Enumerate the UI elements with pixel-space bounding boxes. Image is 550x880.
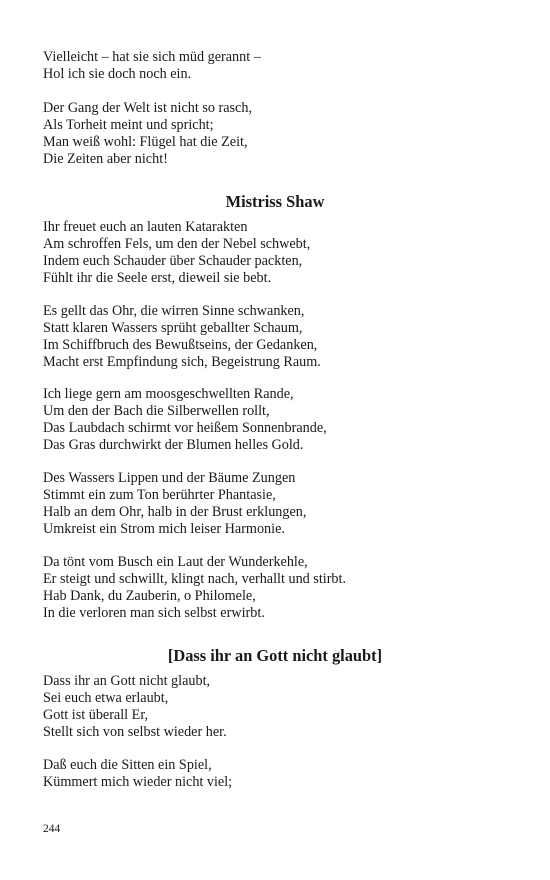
verse-line: Vielleicht – hat sie sich müd gerannt –	[43, 49, 261, 65]
verse-line: Des Wassers Lippen und der Bäume Zungen	[43, 470, 296, 486]
stanza	[43, 386, 327, 454]
verse-line: Er steigt und schwillt, klingt nach, verhallt und stirbt.	[43, 571, 347, 587]
stanza	[43, 757, 232, 791]
stanza	[43, 100, 252, 168]
verse-line: Ihr freuet euch an lauten Katarakten	[43, 219, 248, 235]
verse-line: Man weiß wohl: Flügel hat die Zeit,	[43, 134, 248, 150]
verse-line: Dass ihr an Gott nicht glaubt,	[43, 673, 211, 689]
verse-line: Der Gang der Welt ist nicht so rasch,	[43, 100, 252, 116]
verse-line: Sei euch etwa erlaubt,	[43, 690, 169, 706]
verse-line: Fühlt ihr die Seele erst, dieweil sie bebt.	[43, 270, 272, 286]
stanza	[43, 554, 346, 622]
stanza	[43, 673, 227, 741]
verse-line: Statt klaren Wassers sprüht geballter Schaum,	[43, 320, 303, 336]
verse-line: Um den der Bach die Silberwellen rollt,	[43, 403, 270, 419]
verse-line: Stimmt ein zum Ton berührter Phantasie,	[43, 487, 276, 503]
verse-line: Ich liege gern am moosgeschwellten Rande,	[43, 386, 294, 402]
poem-title: [Dass ihr an Gott nicht glaubt]	[167, 646, 383, 665]
verse-line: Das Gras durchwirkt der Blumen helles Gold.	[43, 437, 304, 453]
stanza	[43, 219, 310, 287]
verse-line: Es gellt das Ohr, die wirren Sinne schwanken,	[43, 303, 305, 319]
verse-line: Umkreist ein Strom mich leiser Harmonie.	[43, 521, 285, 537]
verse-line: Macht erst Empfindung sich, Begeistrung Raum.	[43, 354, 321, 370]
stanza	[43, 303, 321, 371]
verse-line: Hol ich sie doch noch ein.	[43, 66, 192, 82]
verse-line: Im Schiffbruch des Bewußtseins, der Gedanken,	[43, 337, 318, 353]
verse-line: Da tönt vom Busch ein Laut der Wunderkehle,	[43, 554, 308, 570]
stanza	[43, 49, 261, 83]
verse-line: In die verloren man sich selbst erwirbt.	[43, 605, 265, 621]
poem-title: Mistriss Shaw	[225, 192, 325, 211]
verse-line: Hab Dank, du Zauberin, o Philomele,	[43, 588, 256, 604]
verse-line: Indem euch Schauder über Schauder packten,	[43, 253, 303, 269]
verse-line: Die Zeiten aber nicht!	[43, 151, 168, 167]
verse-line: Das Laubdach schirmt vor heißem Sonnenbrande,	[43, 420, 327, 436]
verse-line: Am schroffen Fels, um den der Nebel schwebt,	[43, 236, 311, 252]
verse-line: Halb an dem Ohr, halb in der Brust erklungen,	[43, 504, 307, 520]
verse-line: Kümmert mich wieder nicht viel;	[43, 774, 233, 790]
verse-line: Als Torheit meint und spricht;	[43, 117, 214, 133]
stanza	[43, 470, 306, 538]
verse-line: Daß euch die Sitten ein Spiel,	[43, 757, 212, 773]
verse-line: Stellt sich von selbst wieder her.	[43, 724, 227, 740]
page-number: 244	[43, 823, 61, 835]
verse-line: Gott ist überall Er,	[43, 707, 149, 723]
